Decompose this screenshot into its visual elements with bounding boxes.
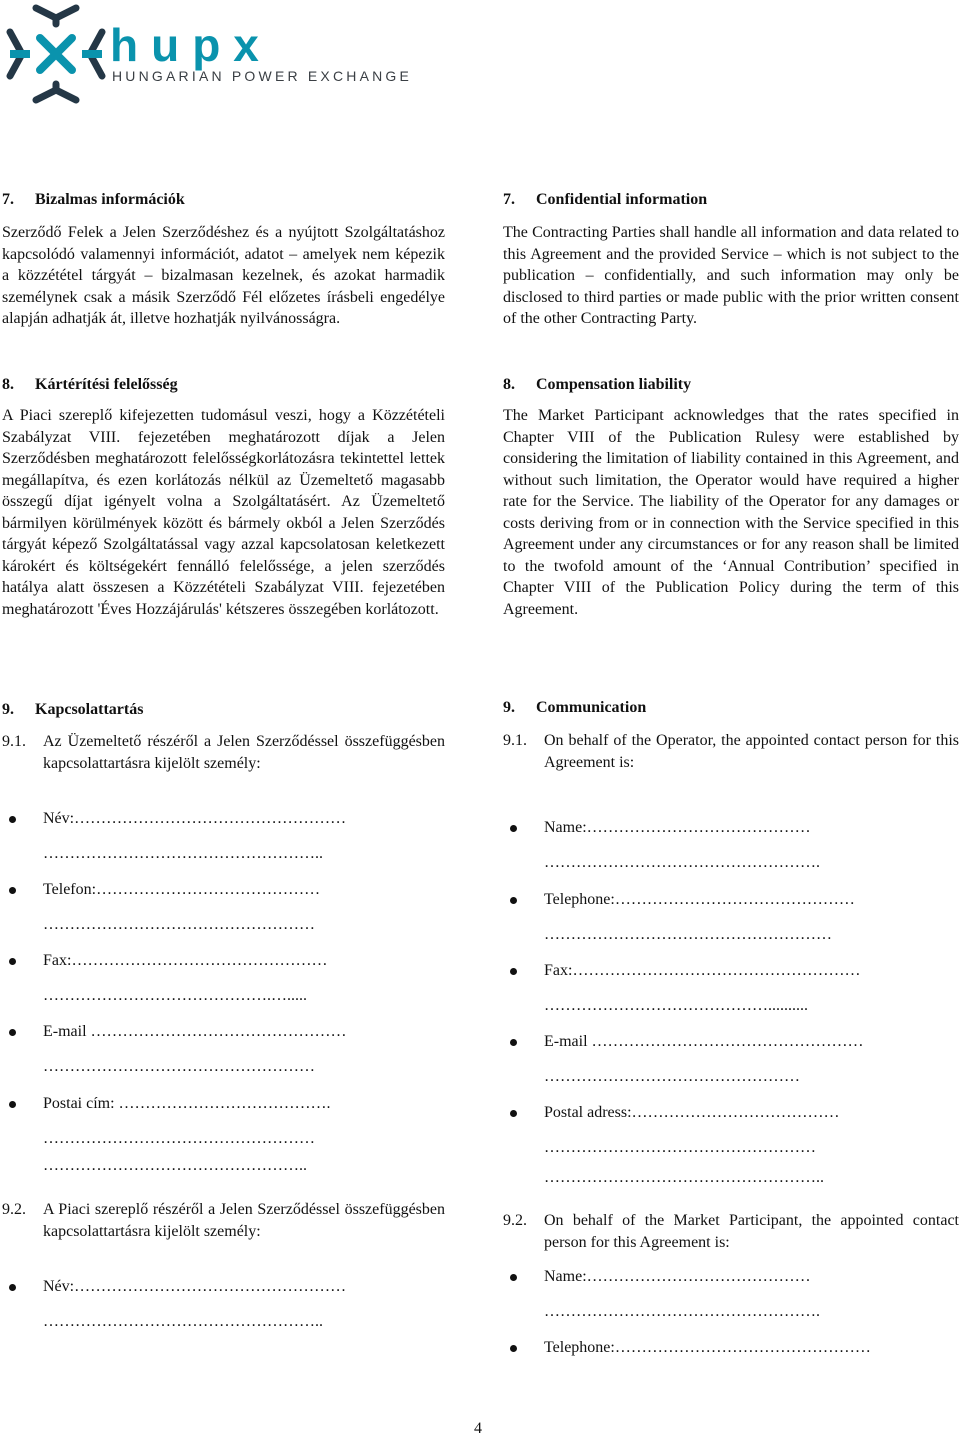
subsection-9-2-en (503, 1210, 959, 1253)
subsection-number: 9.1. (2, 733, 26, 750)
subsection-text: On behalf of the Operator, the appointed contact person for this Agreement is: (544, 732, 959, 771)
section-number: 8. (503, 376, 515, 393)
section-number: 9. (503, 699, 515, 716)
field-label: Név:…………………………………………… (43, 1278, 347, 1295)
subsection-9-1-hu (2, 731, 445, 774)
field-label: Fax:………………………………………… (43, 952, 328, 969)
section-title: Bizalmas információk (35, 191, 185, 208)
field-blank-line: ……………………………………………. (544, 854, 820, 871)
bullet-icon (510, 1039, 517, 1046)
bullet-icon (510, 825, 517, 832)
field-label: Fax:……………………………………………… (544, 962, 861, 979)
field-label: Name:…………………………………… (544, 1268, 811, 1285)
subsection-number: 9.2. (503, 1212, 527, 1229)
subsection-text: On behalf of the Market Participant, the appointed contact person for this Agreement is: (544, 1212, 959, 1251)
field-label: Postal adress:………………………………… (544, 1104, 840, 1121)
hupx-x-mark-icon (6, 4, 106, 104)
section-8-body-hu: A Piaci szereplő kifejezetten tudomásul veszi, hogy a Közzétételi Szabályzat VIII. fejezetében meghatározott díjak a Jelen Szerződésben meghatározott felelősségkorlátozásra tekintettel lettek megállapítva, és ezen korlátozás nélkül az Üzemeltető magasabb összegű díjat igényelt volna a Szolgáltatásért. Az Üzemeltető bármilyen körülmények között és bármely okból a Jelen Szerződés tárgyát képező Szolgáltatással vagy azzal kapcsolatosan keletkezett károkért és költségekért fennálló felelőssége, a jelen szerződés hatálya alatt összesen a Közzétételi Szabályzat VIII. fejezetében meghatározott 'Éves Hozzájárulás' kétszeres összegében korlátozott. (2, 407, 445, 618)
bullet-icon (510, 1345, 517, 1352)
bullet-icon (510, 1110, 517, 1117)
section-number: 7. (2, 191, 14, 208)
field-label: Telefon:…………………………………… (43, 881, 321, 898)
section-9-heading-hu (2, 699, 445, 720)
subsection-number: 9.1. (503, 732, 527, 749)
section-title: Compensation liability (536, 376, 692, 393)
section-number: 8. (2, 376, 14, 393)
section-8-heading-en (503, 374, 959, 395)
bullet-icon (9, 1029, 16, 1036)
section-8-body-en: The Market Participant acknowledges that the rates specified in Chapter VIII of the Publication Rulesy were established by considering the limitation of liability contained in this Agreement, and without such limitation, the Operator would have required a higher rate for the Service. The liability of the Operator for any damages or costs deriving from or in connection with the Service specified in this Agreement under any circumstances or for any reason shall be limited to the twofold amount of the ‘Annual Contribution’ specified in Chapter VIII of the Publication Policy during the term of this Agreement. (503, 407, 959, 618)
brand-subtitle: HUNGARIAN POWER EXCHANGE (112, 68, 413, 84)
field-label: Postai cím: …………………………………. (43, 1095, 331, 1112)
field-label: Név:…………………………………………… (43, 810, 347, 827)
section-9-heading-en (503, 697, 959, 718)
field-blank-line: …………………………………………….. (43, 1313, 323, 1330)
field-blank-line: ……………………………………………. (544, 1303, 820, 1320)
field-blank-line: …………………………………………….. (43, 845, 323, 862)
section-7-body-en: The Contracting Parties shall handle all information and data related to this Agreement and the provided Service – which is not subject to the publication – confidentially, and such information may only be disclosed to third parties or made public with the prior written consent of the other Contracting Party. (503, 224, 959, 327)
field-label: Name:…………………………………… (544, 819, 811, 836)
bullet-icon (510, 1274, 517, 1281)
field-label: Telephone:……………………………………… (544, 891, 855, 908)
bullet-icon (9, 816, 16, 823)
bullet-icon (510, 968, 517, 975)
section-number: 9. (2, 701, 14, 718)
field-label: E-mail …………………………………………… (544, 1033, 864, 1050)
section-title: Kártérítési felelősség (35, 376, 178, 393)
field-blank-line: …………………………………………… (43, 1058, 315, 1075)
section-title: Confidential information (536, 191, 708, 208)
section-title: Communication (536, 699, 647, 716)
brand-name: hupx (110, 19, 272, 71)
field-label: E-mail ………………………………………… (43, 1023, 347, 1040)
hupx-logo (6, 4, 426, 104)
section-title: Kapcsolattartás (35, 701, 144, 718)
section-number: 7. (503, 191, 515, 208)
subsection-text: Az Üzemeltető részéről a Jelen Szerződéssel összefüggésben kapcsolattartásra kijelölt személy: (43, 733, 445, 772)
bullet-icon (9, 1284, 16, 1291)
subsection-text: A Piaci szereplő részéről a Jelen Szerződéssel összefüggésben kapcsolattartásra kijelölt személy: (43, 1201, 445, 1240)
field-blank-line: ……………………………………………… (544, 926, 832, 943)
subsection-9-2-hu (2, 1199, 445, 1242)
subsection-9-1-en (503, 730, 959, 773)
field-blank-line: …………………………………………… (43, 1130, 315, 1147)
page-number: 4 (474, 1420, 482, 1437)
section-7-heading-en (503, 189, 959, 210)
field-blank-line: ………………………………………….. (43, 1157, 307, 1174)
bullet-icon (9, 887, 16, 894)
field-blank-line: …………………………………………… (544, 1139, 816, 1156)
field-blank-line: …………………………………….…..... (43, 987, 307, 1004)
section-7-body-hu: Szerződő Felek a Jelen Szerződéshez és a nyújtott Szolgáltatáshoz kapcsolódó valamennyi információt, adatot – amelyek nem képezik a közzététel tárgyát – bizalmasan kezelnek, és azokat harmadik személynek csak a másik Szerződő Fél előzetes írásbeli engedélye alapján adhatják át, illetve hozhatják nyilvánosságra. (2, 224, 445, 327)
field-blank-line: …………………………………….......... (544, 997, 808, 1014)
bullet-icon (9, 958, 16, 965)
field-blank-line: …………………………………………….. (544, 1169, 824, 1186)
field-label: Telephone:………………………………………… (544, 1339, 871, 1356)
section-7-heading-hu (2, 189, 445, 210)
bullet-icon (510, 897, 517, 904)
bullet-icon (9, 1101, 16, 1108)
field-blank-line: …………………………………………… (43, 916, 315, 933)
section-8-heading-hu (2, 374, 445, 395)
subsection-number: 9.2. (2, 1201, 26, 1218)
field-blank-line: ………………………………………… (544, 1068, 800, 1085)
